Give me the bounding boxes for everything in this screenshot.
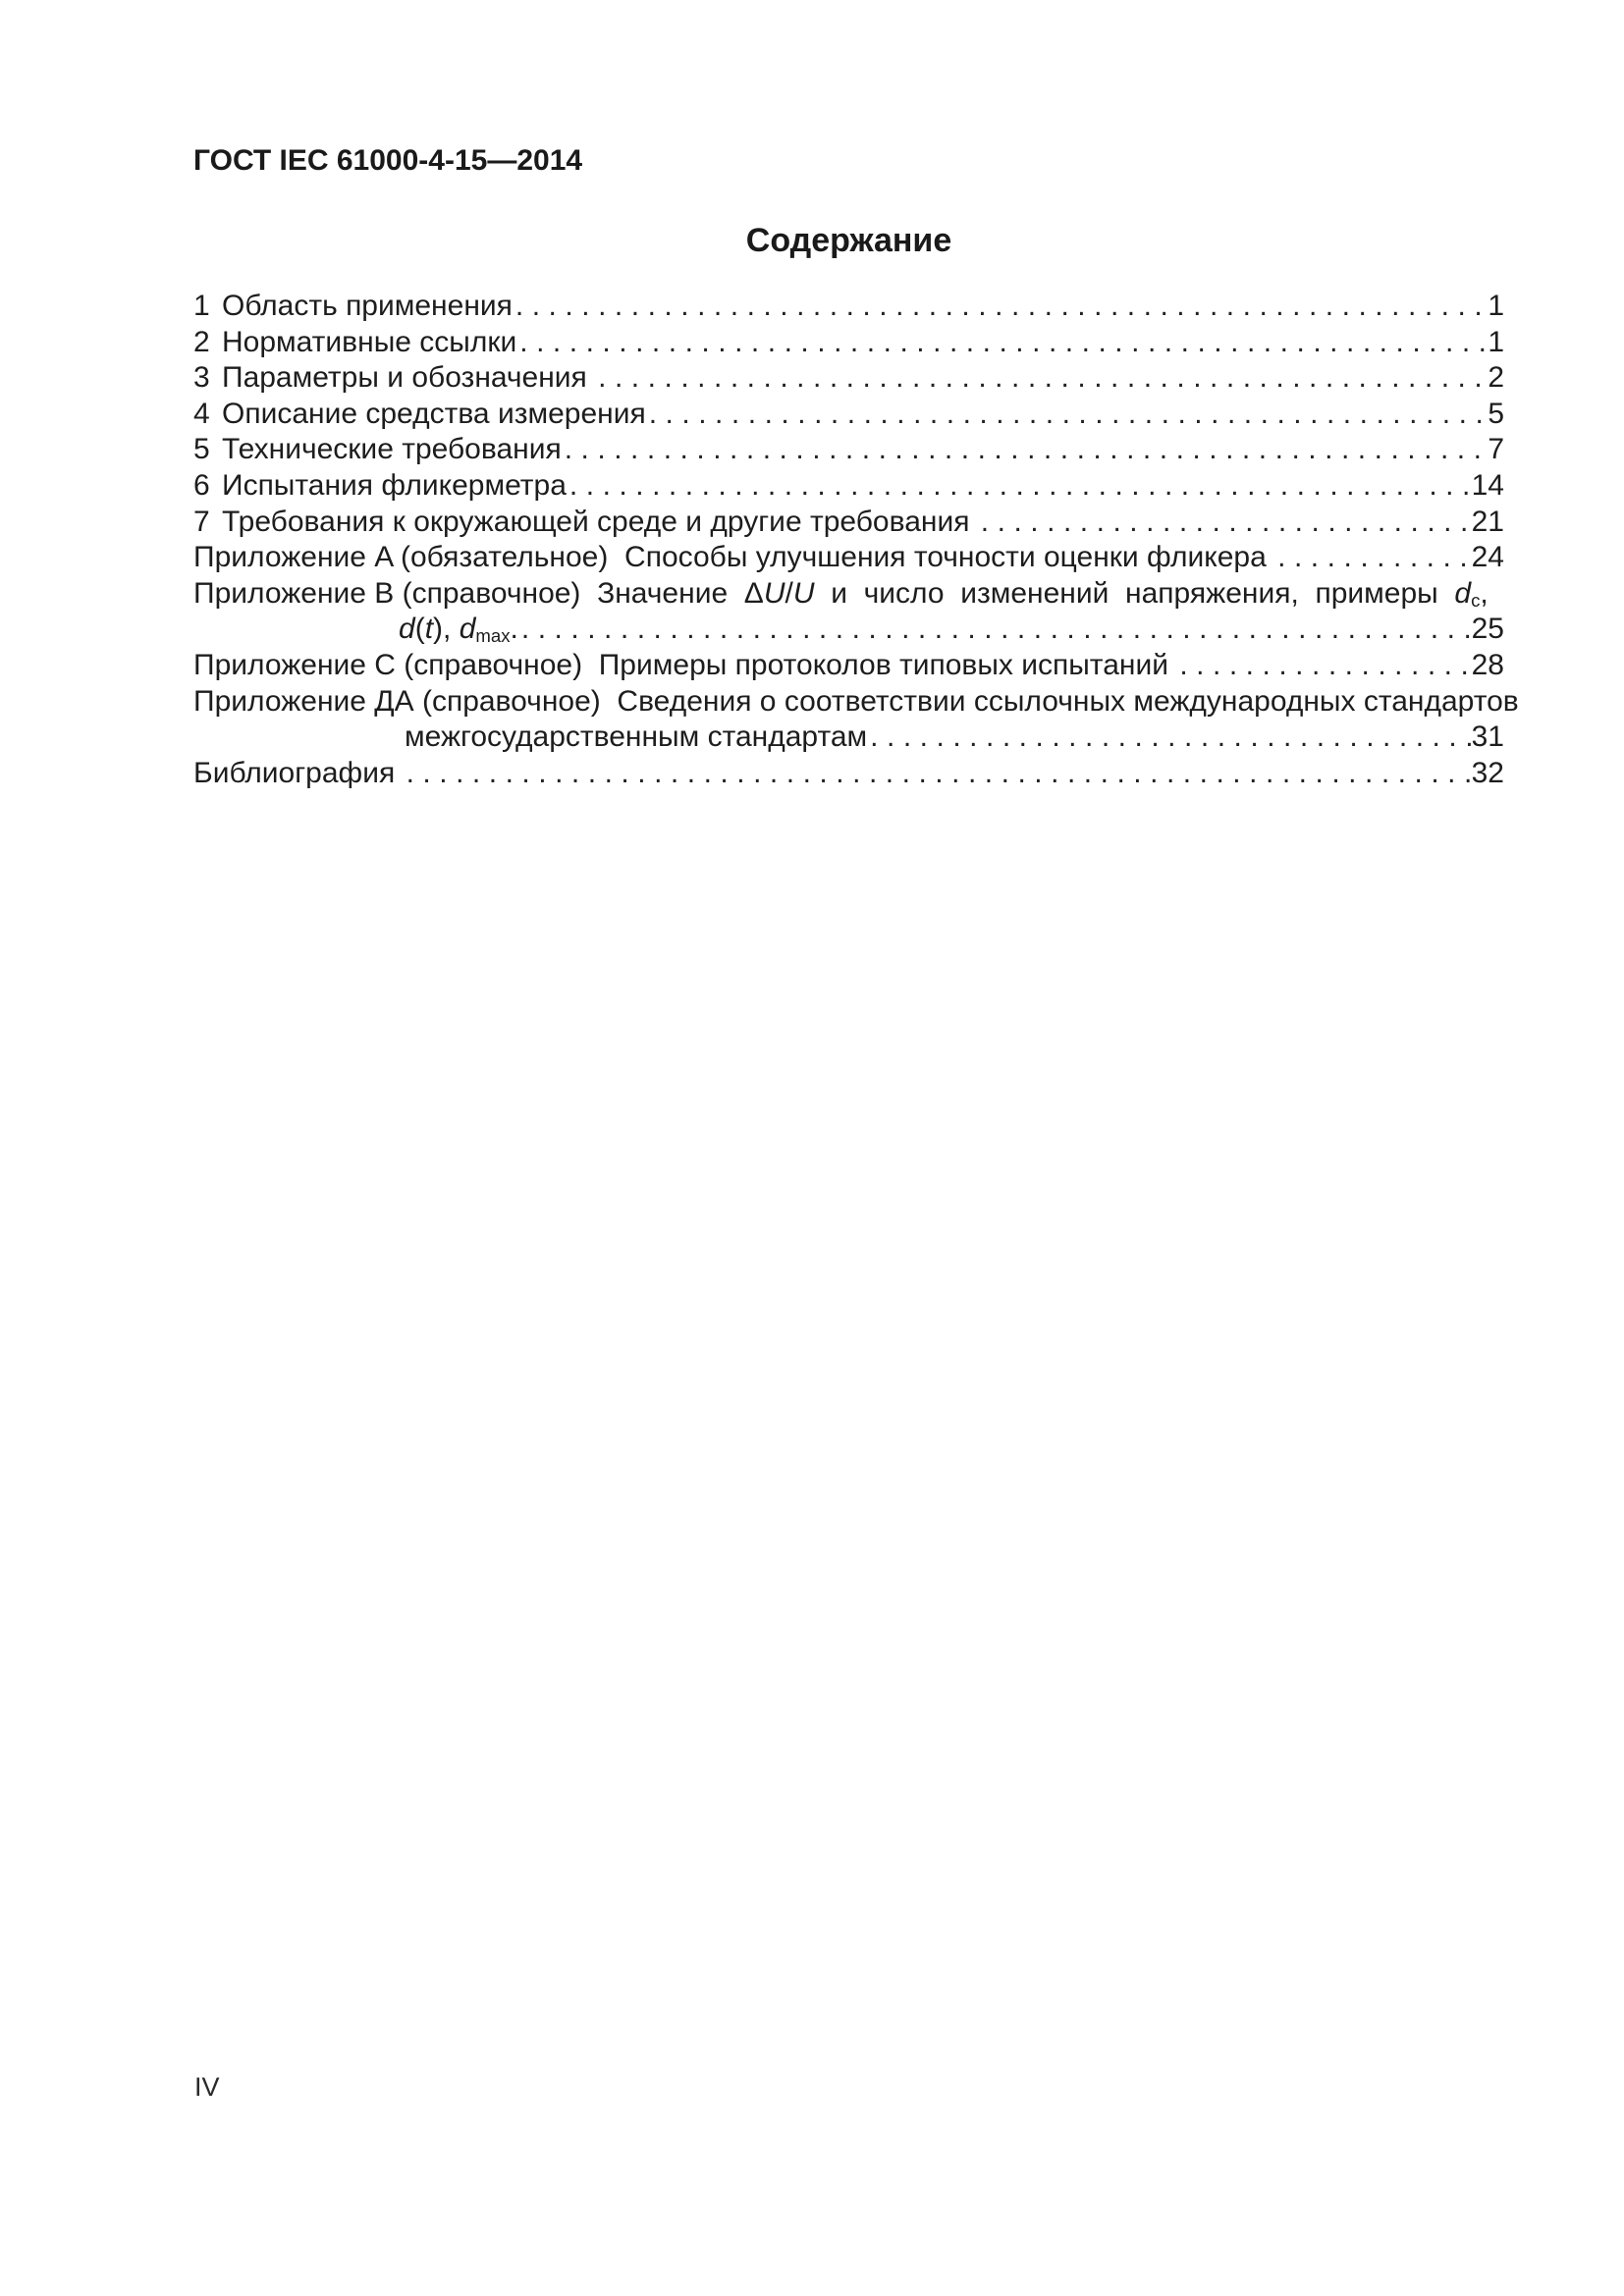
toc-entry-label: Приложение B (справочное) Значение ΔU/U и число изменений напряжения, примеры $d_c$, [193,576,1489,611]
toc-entry [193,540,1504,576]
dot-leader [515,289,1488,325]
dot-leader [406,756,1472,792]
toc-entry-label: Испытания фликерметра [222,468,567,502]
toc-page-number: 1 [1488,325,1504,358]
toc-entry-number: 3 [193,361,210,395]
dot-leader [1179,648,1471,684]
toc-entry [193,325,1504,361]
toc-entry [193,756,1504,792]
toc-entry-label: Описание средства измерения [222,397,646,430]
toc-list [193,289,1519,791]
toc-entry [193,432,1504,468]
toc-entry [193,505,1504,541]
dot-leader [870,720,1471,756]
toc-entry [193,648,1504,684]
toc-entry-number: 2 [193,325,210,358]
dot-leader [981,505,1472,541]
toc-page-number: 25 [1471,613,1504,646]
toc-page-number: 21 [1471,505,1504,538]
toc-entry-label: Область применения [222,290,513,322]
toc-entry-label: Библиография [193,756,404,789]
toc-entry-label: Нормативные ссылки [222,325,517,358]
toc-entry-number: 4 [193,397,210,430]
dot-leader [565,432,1489,468]
toc-entry-label: Параметры и обозначения [222,361,596,395]
toc-entry-label: Приложение ДА (справочное) Сведения о соответствии ссылочных международных стандартов [193,684,1519,718]
toc-entry [193,576,1504,613]
toc-entry-label: межгосударственным стандартам [405,721,868,754]
toc-entry-number: 1 [193,290,210,322]
toc-title: Содержание [745,222,952,259]
toc-entry-number: 7 [193,505,210,538]
toc-entry [193,360,1504,397]
dot-leader [598,360,1488,397]
toc-entry-number: 6 [193,468,210,502]
toc-page-number: 32 [1471,756,1504,789]
toc-page-number: 31 [1471,721,1504,754]
toc-entry-number: 5 [193,433,210,466]
dot-leader [649,397,1489,433]
toc-page-number: 2 [1488,361,1504,395]
toc-page-number: 7 [1488,433,1504,466]
toc-page-number: 24 [1471,541,1504,574]
toc-entry [193,720,1504,756]
page-number-footer: IV [194,2072,220,2102]
document-code-header: ГОСТ IEC 61000-4-15—2014 [193,144,583,177]
dot-leader [519,325,1488,361]
toc-page-number: 14 [1471,468,1504,502]
toc-entry-label: Приложение C (справочное) Примеры протоколов типовых испытаний [193,648,1177,681]
toc-page-number: 28 [1471,648,1504,681]
toc-page-number: 1 [1488,290,1504,322]
dot-leader [1277,540,1471,576]
dot-leader [569,468,1472,505]
toc-entry-label: Требования к окружающей среде и другие требования [222,505,978,538]
toc-entry [193,468,1504,505]
dot-leader [521,612,1472,648]
toc-entry [193,397,1504,433]
toc-entry-label: Технические требования [222,433,562,466]
toc-entry-label: Приложение A (обязательное) Способы улучшения точности оценки фликера [193,541,1275,574]
toc-entry-label: d(t), $d_{max}$. [399,613,518,647]
toc-entry [193,289,1504,325]
toc-entry [193,684,1519,721]
toc-page-number: 5 [1488,397,1504,430]
